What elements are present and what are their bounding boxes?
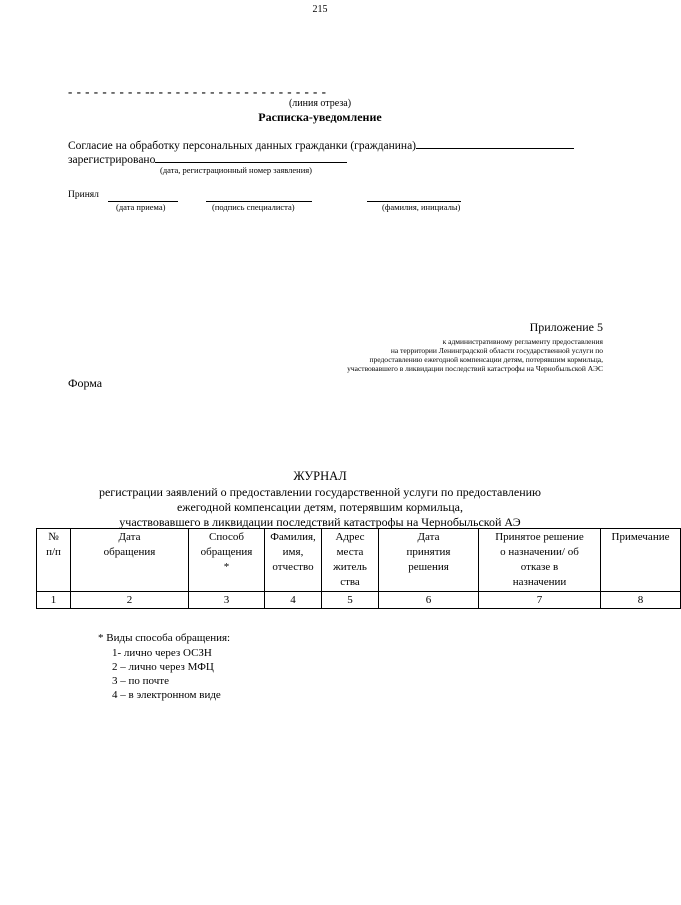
table-cell: 7 bbox=[479, 592, 601, 609]
header-decision bbox=[479, 529, 601, 592]
header-text: Дата принятия решения bbox=[406, 531, 451, 573]
header-address bbox=[322, 529, 379, 592]
table-cell: 4 bbox=[265, 592, 322, 609]
journal-title: ЖУРНАЛ bbox=[293, 469, 347, 483]
registered-text: зарегистрировано bbox=[68, 154, 156, 166]
note-item: 2 – лично через МФЦ bbox=[112, 661, 214, 673]
consent-text: Согласие на обработку персональных данных гражданки (гражданина) bbox=[68, 140, 417, 152]
table-cell: 8 bbox=[601, 592, 681, 609]
table-row bbox=[37, 592, 681, 609]
note-item: 4 – в электронном виде bbox=[112, 689, 221, 701]
header-note bbox=[601, 529, 681, 592]
header-text: Фамилия, имя, отчество bbox=[270, 531, 316, 573]
header-text: Примечание bbox=[611, 531, 670, 543]
note-item: 1- лично через ОСЗН bbox=[112, 647, 212, 659]
cut-line-label: (линия отреза) bbox=[288, 98, 352, 109]
table-cell: 3 bbox=[189, 592, 265, 609]
header-text: Дата обращения bbox=[103, 531, 156, 558]
journal-subtitle: ежегодной компенсации детям, потерявшим кормильца, bbox=[176, 500, 463, 514]
table-header-row bbox=[37, 529, 681, 592]
header-text: Адрес места житель ства bbox=[333, 531, 367, 588]
table-cell: 1 bbox=[37, 592, 71, 609]
table-cell: 5 bbox=[322, 592, 379, 609]
header-name bbox=[265, 529, 322, 592]
appendix-line: предоставлению ежегодной компенсации детям, потерявшим кормильца, bbox=[369, 355, 603, 364]
registered-line bbox=[68, 151, 347, 166]
note-item: 3 – по почте bbox=[112, 675, 169, 687]
consent-line bbox=[68, 137, 574, 152]
appendix-line: к административному регламенту предоставления bbox=[442, 337, 603, 346]
appendix-line: участвовавшего в ликвидации последствий катастрофы на Чернобыльской АЭС bbox=[347, 364, 603, 373]
date-received-label: (дата приема) bbox=[116, 202, 166, 212]
header-text: Способ обращения * bbox=[200, 531, 253, 573]
form-label: Форма bbox=[68, 376, 103, 390]
appendix-title: Приложение 5 bbox=[529, 320, 603, 334]
header-decision-date bbox=[379, 529, 479, 592]
header-date bbox=[71, 529, 189, 592]
registration-field bbox=[155, 151, 347, 163]
name-label: (фамилия, инициалы) bbox=[382, 202, 461, 212]
journal-subtitle: регистрации заявлений о предоставлении государственной услуги по предоставлению bbox=[98, 485, 542, 499]
table-cell: 6 bbox=[379, 592, 479, 609]
received-label: Принял bbox=[68, 190, 99, 200]
cut-line: - - - - - - - - - -- - - - - - - - - - - - - - - - - - - - - bbox=[68, 84, 327, 99]
signature-label: (подпись специалиста) bbox=[212, 202, 295, 212]
date-reg-label: (дата, регистрационный номер заявления) bbox=[160, 165, 313, 175]
appendix-line: на территории Ленинградской области государственной услуги по bbox=[390, 346, 603, 355]
header-text: Принятое решение о назначении/ об отказе в назначении bbox=[495, 531, 584, 588]
receipt-title: Расписка-уведомление bbox=[258, 110, 382, 124]
journal-subtitle: участвовавшего в ликвидации последствий катастрофы на Чернобыльской АЭ bbox=[119, 515, 521, 529]
notes-title: * Виды способа обращения: bbox=[98, 632, 231, 644]
header-method bbox=[189, 529, 265, 592]
journal-table bbox=[36, 528, 681, 609]
header-text: № п/п bbox=[46, 531, 61, 558]
citizen-name-field bbox=[416, 137, 574, 149]
page-number: 215 bbox=[312, 4, 328, 15]
header-number bbox=[37, 529, 71, 592]
table-cell: 2 bbox=[71, 592, 189, 609]
